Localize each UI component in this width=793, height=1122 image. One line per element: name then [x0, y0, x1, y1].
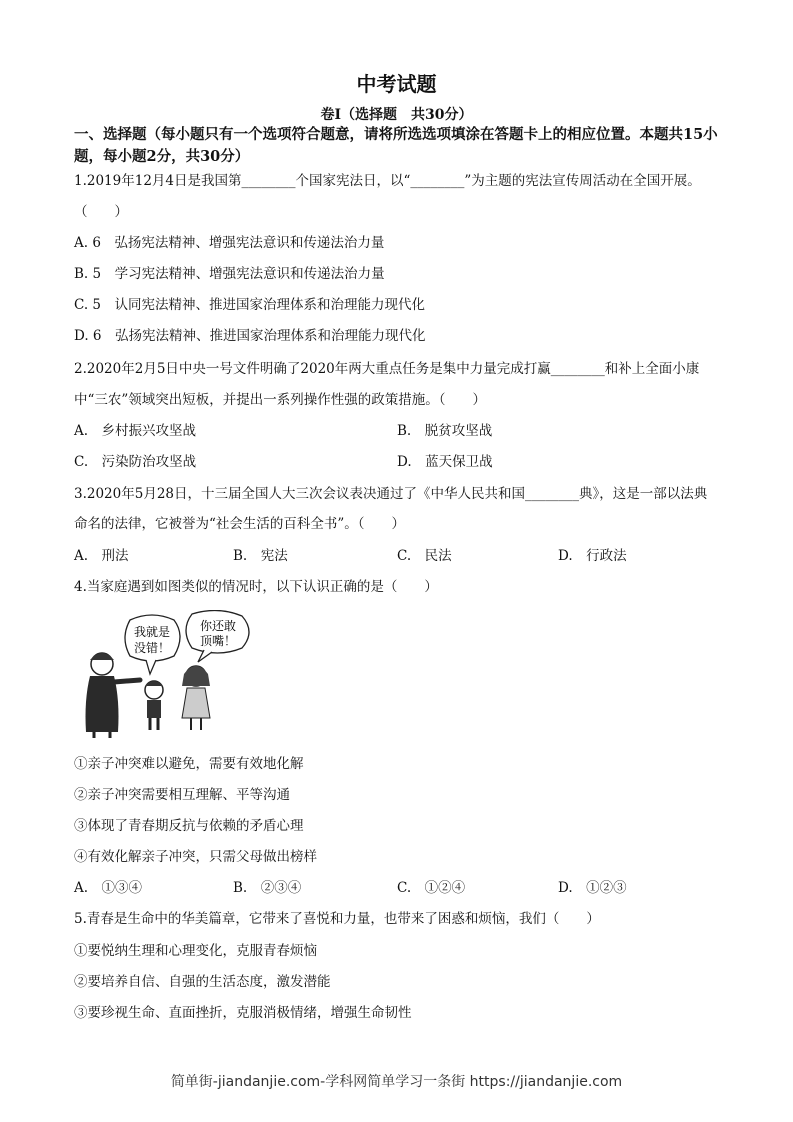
family-conflict-cartoon — [76, 610, 256, 740]
question-5-text: 5.青春是生命中的华美篇章，它带来了喜悦和力量，也带来了困惑和烦恼，我们（ ） — [74, 911, 600, 927]
question-4-statement-3: ③体现了青春期反抗与依赖的矛盾心理 — [74, 818, 304, 834]
mother-figure — [182, 666, 210, 730]
question-4-statement-1: ①亲子冲突难以避免，需要有效地化解 — [74, 756, 304, 772]
paper-subtitle: 卷Ⅰ（选择题 共30分） — [320, 107, 473, 123]
question-3-option-c: C. 民法 — [397, 548, 452, 564]
question-2-text-cont: 中“三农”领域突出短板，并提出一系列操作性强的政策措施。（ ） — [74, 392, 487, 408]
child-figure — [145, 681, 163, 730]
question-3-option-d: D. 行政法 — [558, 548, 627, 564]
question-5-statement-3: ③要珍视生命、直面挫折，克服消极情绪，增强生命韧性 — [74, 1005, 412, 1021]
question-4-option-b: B. ②③④ — [233, 880, 302, 896]
question-2-option-c: C. 污染防治攻坚战 — [74, 454, 197, 470]
parent-speech-bubble — [186, 610, 249, 662]
question-3-option-b: B. 宪法 — [233, 548, 288, 564]
child-bubble-line-1: 我就是 — [133, 625, 171, 639]
question-2-option-d: D. 蓝天保卫战 — [397, 454, 493, 470]
question-1-option-a: A. 6 弘扬宪法精神、增强宪法意识和传递法治力量 — [74, 235, 385, 251]
question-1-option-c: C. 5 认同宪法精神、推进国家治理体系和治理能力现代化 — [74, 297, 426, 313]
child-bubble-line-2: 没错！ — [133, 641, 171, 655]
question-4-option-d: D. ①②③ — [558, 880, 627, 896]
question-2-option-b: B. 脱贫攻坚战 — [397, 423, 493, 439]
question-4-statement-2: ②亲子冲突需要相互理解、平等沟通 — [74, 787, 290, 803]
question-5-statement-1: ①要悦纳生理和心理变化，克服青春烦恼 — [74, 943, 317, 959]
question-3-text: 3.2020年5月28日，十三届全国人大三次会议表决通过了《中华人民共和国________典》，这是一部以法典 — [74, 486, 708, 502]
father-figure — [86, 653, 141, 738]
question-1-text: 1.2019年12月4日是我国第________个国家宪法日，以“________”为主题的宪法宣传周活动在全国开展。 — [74, 173, 701, 189]
page-footer: 简单街-jiandanjie.com-学科网简单学习一条街 https://jiandanjie.com — [170, 1074, 623, 1090]
question-1-blank: （ ） — [74, 204, 128, 220]
question-3-option-a: A. 刑法 — [74, 548, 129, 564]
section-heading: 一、选择题（每小题只有一个选项符合题意，请将所选选项填涂在答题卡上的相应位置。本题共15小题，每小题2分，共30分） — [74, 126, 718, 165]
question-1-option-b: B. 5 学习宪法精神、增强宪法意识和传递法治力量 — [74, 266, 385, 282]
question-4-statement-4: ④有效化解亲子冲突，只需父母做出榜样 — [74, 849, 317, 865]
parent-bubble-line-1: 你还敢 — [199, 619, 237, 633]
question-5-statement-2: ②要培养自信、自强的生活态度，激发潜能 — [74, 974, 331, 990]
question-4-option-a: A. ①③④ — [74, 880, 143, 896]
question-2-option-a: A. 乡村振兴攻坚战 — [74, 423, 197, 439]
question-4-option-c: C. ①②④ — [397, 880, 466, 896]
child-speech-bubble — [125, 615, 180, 674]
parent-bubble-line-2: 顶嘴！ — [199, 634, 237, 648]
question-2-text: 2.2020年2月5日中央一号文件明确了2020年两大重点任务是集中力量完成打赢________和补上全面小康 — [74, 361, 700, 377]
question-1-option-d: D. 6 弘扬宪法精神、推进国家治理体系和治理能力现代化 — [74, 328, 426, 344]
question-3-text-cont: 命名的法律，它被誉为“社会生活的百科全书”。（ ） — [74, 516, 406, 532]
page-title: 中考试题 — [356, 72, 437, 96]
question-4-text: 4.当家庭遇到如图类似的情况时，以下认识正确的是（ ） — [74, 579, 438, 595]
